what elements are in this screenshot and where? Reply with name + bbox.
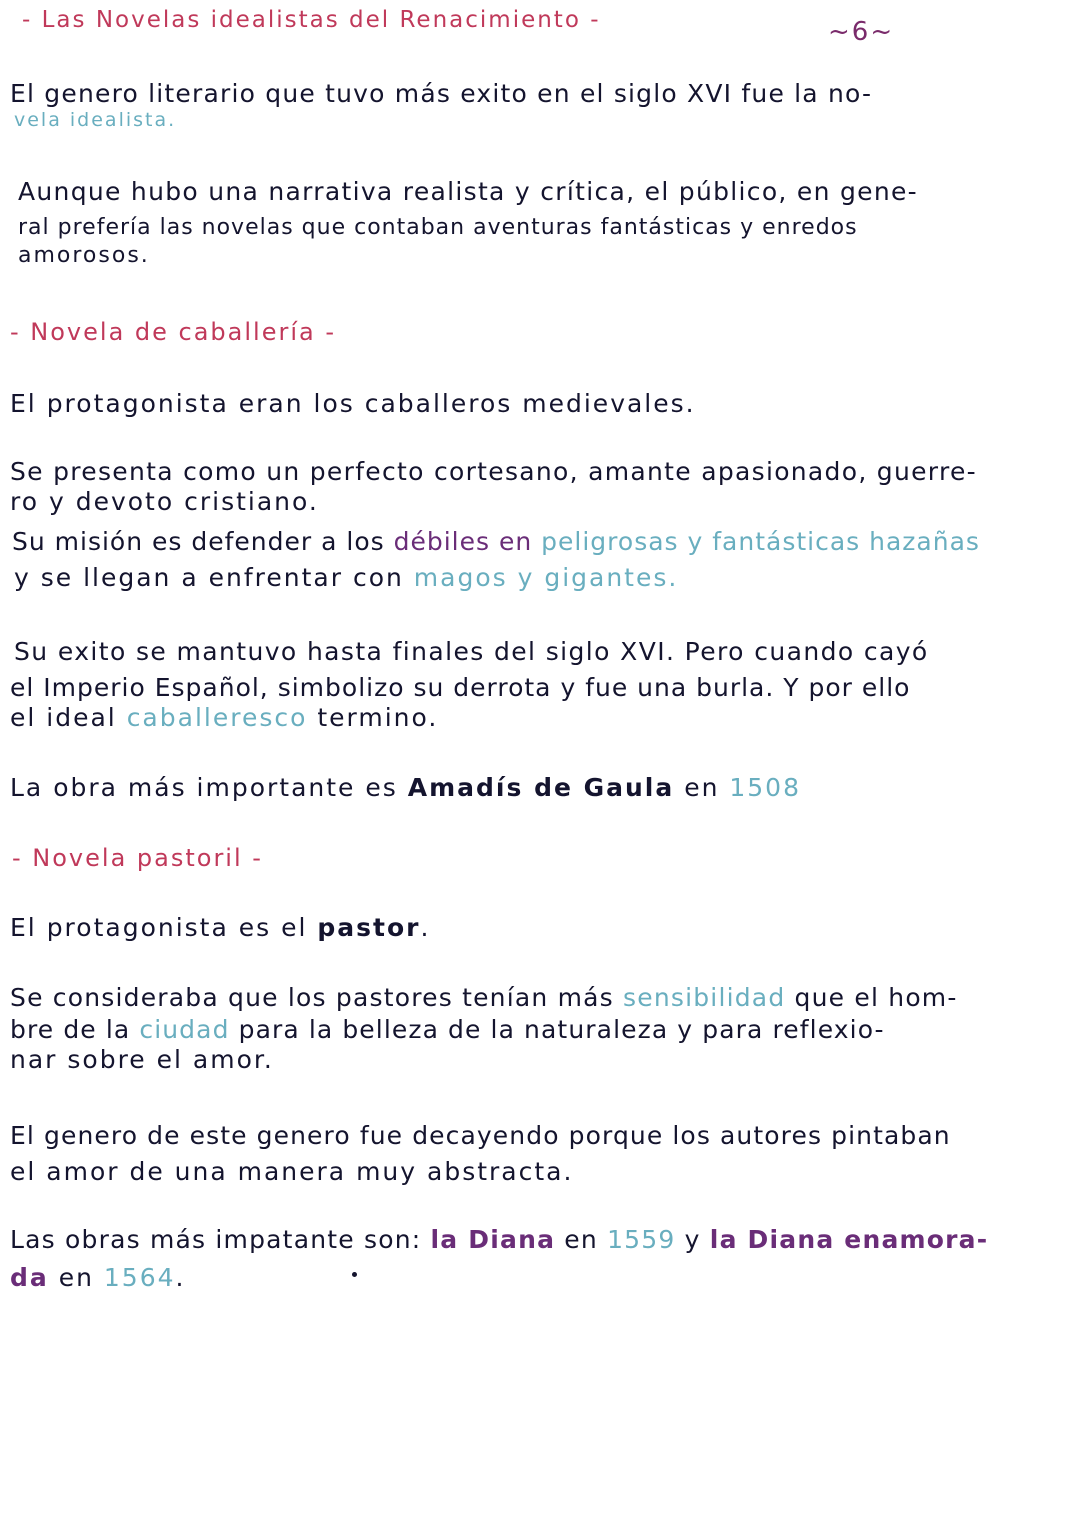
caballeria-line — [10, 772, 801, 804]
section-heading-caballeria: - Novela de caballería - — [10, 318, 337, 346]
text-span: para la belleza de la naturaleza y para reflexio- — [229, 1015, 885, 1044]
pastoril-line — [10, 912, 430, 944]
caballeria-line — [14, 562, 678, 594]
text-span: peligrosas y fantásticas hazañas — [541, 527, 980, 556]
text-span: . — [175, 1263, 186, 1292]
intro-line: El genero literario que tuvo más exito en el siglo XVI fue la no- — [10, 79, 873, 108]
text-span: Se consideraba que los pastores tenían más — [10, 983, 624, 1012]
pastoril-line: el amor de una manera muy abstracta. — [10, 1157, 574, 1186]
pastoril-line — [10, 1262, 185, 1294]
text-span: la Diana — [430, 1225, 556, 1254]
caballeria-line: el Imperio Español, simbolizo su derrota y fue una burla. Y por ello — [10, 673, 911, 702]
caballeria-line: Su exito se mantuvo hasta finales del siglo XVI. Pero cuando cayó — [14, 637, 929, 666]
text-span: La obra más importante es — [10, 773, 408, 802]
pastoril-line — [10, 982, 958, 1014]
caballeria-line — [10, 702, 438, 734]
section-heading-pastoril: - Novela pastoril - — [12, 844, 263, 872]
intro-line: Aunque hubo una narrativa realista y crítica, el público, en gene- — [18, 177, 918, 206]
text-span: da — [10, 1263, 49, 1292]
text-span: que el hom- — [785, 983, 958, 1012]
caballeria-line: Se presenta como un perfecto cortesano, amante apasionado, guerre- — [10, 457, 977, 486]
pastoril-line — [10, 1224, 988, 1256]
text-span: en — [674, 773, 730, 802]
text-span: termino. — [307, 703, 439, 732]
caballeria-line — [12, 526, 980, 558]
caballeria-line — [10, 388, 696, 420]
text-span: El protagonista es el — [10, 913, 318, 942]
text-span: pastor — [317, 913, 421, 942]
text-span: en — [48, 1263, 104, 1292]
ink-dot — [352, 1272, 357, 1277]
text-span: y se llegan a enfrentar con — [14, 563, 414, 592]
intro-line: ral prefería las novelas que contaban aventuras fantásticas y enredos — [18, 215, 858, 240]
text-span: y — [675, 1225, 710, 1254]
text-span: magos y gigantes. — [413, 563, 679, 592]
intro-line: vela idealista. — [14, 109, 177, 131]
text-span: Su misión es defender a los — [12, 527, 394, 556]
text-span: El protagonista eran los caballeros medievales. — [10, 389, 696, 418]
intro-line: amorosos. — [18, 243, 150, 268]
pastoril-line: nar sobre el amor. — [10, 1045, 274, 1074]
page-title: - Las Novelas idealistas del Renacimiento - — [22, 7, 601, 33]
caballeria-line: ro y devoto cristiano. — [10, 487, 319, 516]
page-number: ~6~ — [828, 17, 895, 47]
text-span: 1559 — [607, 1225, 676, 1254]
text-span: débiles en — [393, 527, 542, 556]
text-span: . — [420, 913, 431, 942]
text-span: Las obras más impatante son: — [10, 1225, 431, 1254]
text-span: 1564 — [103, 1263, 176, 1292]
text-span: la Diana enamora- — [709, 1225, 989, 1254]
text-span: 1508 — [729, 773, 801, 802]
text-span: en — [555, 1225, 608, 1254]
pastoril-line — [10, 1014, 885, 1046]
text-span: Amadís de Gaula — [407, 773, 675, 802]
text-span: caballeresco — [126, 703, 308, 732]
text-span: bre de la — [10, 1015, 140, 1044]
pastoril-line: El genero de este genero fue decayendo porque los autores pintaban — [10, 1121, 951, 1150]
text-span: el ideal — [10, 703, 127, 732]
text-span: ciudad — [139, 1015, 230, 1044]
text-span: sensibilidad — [623, 983, 786, 1012]
